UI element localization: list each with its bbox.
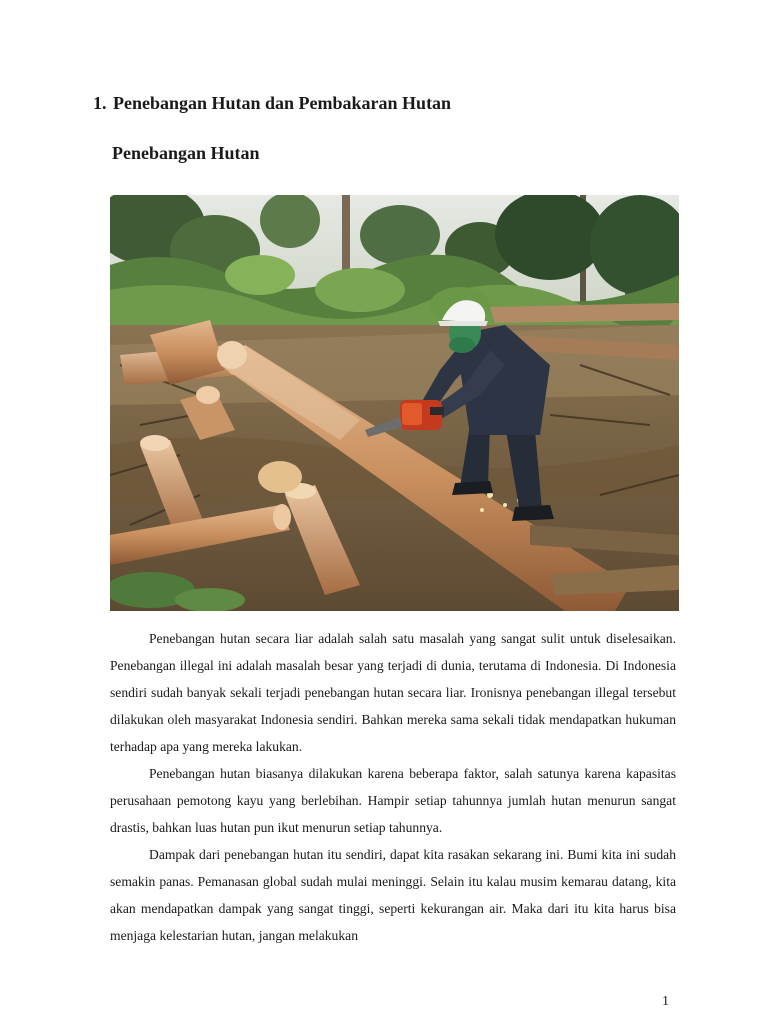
page-number: 1 <box>662 994 669 1009</box>
paragraph: Dampak dari penebangan hutan itu sendiri, dapat kita rasakan sekarang ini. Bumi kita ini sudah semakin panas. Pemanasan global sudah mulai meninggi. Selain itu kalau musim kemarau datang, kita akan mendapatkan dampak yang sangat tinggi, seperti kekurangan air. Maka dari itu kita harus bisa menjaga kelestarian hutan, jangan melakukan <box>110 847 676 943</box>
logger-with-chainsaw-photo <box>110 195 679 611</box>
section-number: 1. <box>93 93 107 113</box>
paragraph: Penebangan hutan secara liar adalah salah satu masalah yang sangat sulit untuk diselesaikan. Penebangan illegal ini adalah masalah besar yang terjadi di dunia, terutama di Indonesia. Di Indonesia sendiri sudah banyak sekali terjadi penebangan hutan secara liar. Ironisnya penebangan illegal tersebut dilakukan oleh masyarakat Indonesia sendiri. Bahkan mereka sama sekali tidak mendapatkan hukuman terhadap apa yang mereka lakukan. <box>110 631 676 754</box>
subsection-heading: Penebangan Hutan <box>112 143 260 163</box>
photo-illustration <box>110 195 679 611</box>
body-text <box>110 625 676 949</box>
section-title: Penebangan Hutan dan Pembakaran Hutan <box>113 93 452 113</box>
section-heading <box>93 93 451 114</box>
paragraph: Penebangan hutan biasanya dilakukan karena beberapa faktor, salah satunya karena kapasitas perusahaan pemotong kayu yang berlebihan. Hampir setiap tahunnya jumlah hutan menurun sangat drastis, bahkan luas hutan pun ikut menurun setiap tahunnya. <box>110 766 676 835</box>
